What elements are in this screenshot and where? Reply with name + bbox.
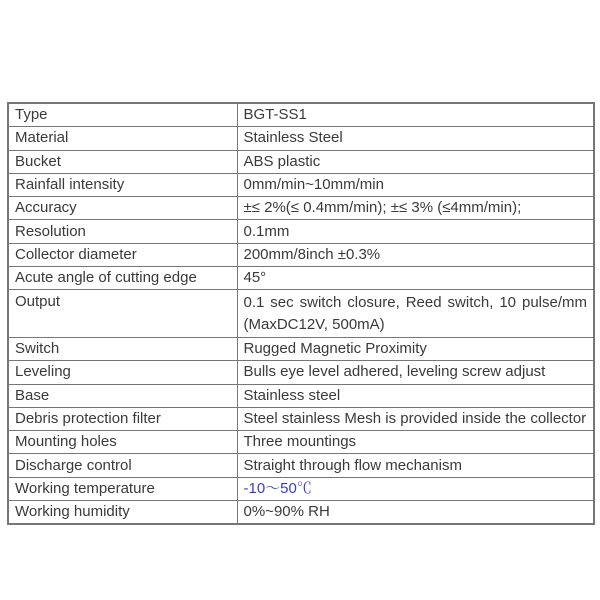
table-row-debris-filter xyxy=(8,407,594,430)
spec-label-acute-angle: Acute angle of cutting edge xyxy=(8,267,237,290)
spec-label-switch: Switch xyxy=(8,337,237,360)
spec-label-base: Base xyxy=(8,384,237,407)
spec-label-output: Output xyxy=(8,290,237,338)
spec-value-mounting-holes: Three mountings xyxy=(237,431,594,454)
spec-value-bucket: ABS plastic xyxy=(237,150,594,173)
table-row-base xyxy=(8,384,594,407)
table-row-resolution xyxy=(8,220,594,243)
spec-label-working-temperature: Working temperature xyxy=(8,477,237,500)
table-row-collector-diameter xyxy=(8,243,594,266)
spec-value-accuracy: ±≤ 2%(≤ 0.4mm/min); ±≤ 3% (≤4mm/min); xyxy=(237,197,594,220)
spec-label-bucket: Bucket xyxy=(8,150,237,173)
spec-label-accuracy: Accuracy xyxy=(8,197,237,220)
table-row-bucket xyxy=(8,150,594,173)
spec-label-material: Material xyxy=(8,127,237,150)
table-row-leveling xyxy=(8,361,594,384)
spec-value-base: Stainless steel xyxy=(237,384,594,407)
table-row-working-humidity xyxy=(8,501,594,525)
table-row-working-temperature xyxy=(8,477,594,500)
spec-value-material: Stainless Steel xyxy=(237,127,594,150)
spec-value-acute-angle: 45° xyxy=(237,267,594,290)
spec-label-type: Type xyxy=(8,103,237,127)
spec-value-discharge-control: Straight through flow mechanism xyxy=(237,454,594,477)
table-row-accuracy xyxy=(8,197,594,220)
table-row-switch xyxy=(8,337,594,360)
spec-label-mounting-holes: Mounting holes xyxy=(8,431,237,454)
table-row-rainfall-intensity xyxy=(8,173,594,196)
table-row-output xyxy=(8,290,594,338)
spec-label-debris-filter: Debris protection filter xyxy=(8,407,237,430)
table-row-acute-angle xyxy=(8,267,594,290)
table-row-material xyxy=(8,127,594,150)
spec-value-leveling: Bulls eye level adhered, leveling screw adjust xyxy=(237,361,594,384)
table-row-type xyxy=(8,103,594,127)
spec-value-rainfall-intensity: 0mm/min~10mm/min xyxy=(237,173,594,196)
spec-label-leveling: Leveling xyxy=(8,361,237,384)
spec-value-working-temperature: -10～50℃ xyxy=(237,477,594,500)
spec-value-resolution: 0.1mm xyxy=(237,220,594,243)
specification-table xyxy=(7,102,595,525)
spec-value-switch: Rugged Magnetic Proximity xyxy=(237,337,594,360)
spec-value-output: 0.1 sec switch closure, Reed switch, 10 pulse/mm (MaxDC12V, 500mA) xyxy=(237,290,594,338)
spec-value-collector-diameter: 200mm/8inch ±0.3% xyxy=(237,243,594,266)
spec-value-working-humidity: 0%~90% RH xyxy=(237,501,594,525)
spec-value-type: BGT-SS1 xyxy=(237,103,594,127)
spec-label-discharge-control: Discharge control xyxy=(8,454,237,477)
spec-label-working-humidity: Working humidity xyxy=(8,501,237,525)
spec-label-resolution: Resolution xyxy=(8,220,237,243)
spec-label-rainfall-intensity: Rainfall intensity xyxy=(8,173,237,196)
spec-value-debris-filter: Steel stainless Mesh is provided inside the collector xyxy=(237,407,594,430)
table-row-mounting-holes xyxy=(8,431,594,454)
table-row-discharge-control xyxy=(8,454,594,477)
spec-label-collector-diameter: Collector diameter xyxy=(8,243,237,266)
